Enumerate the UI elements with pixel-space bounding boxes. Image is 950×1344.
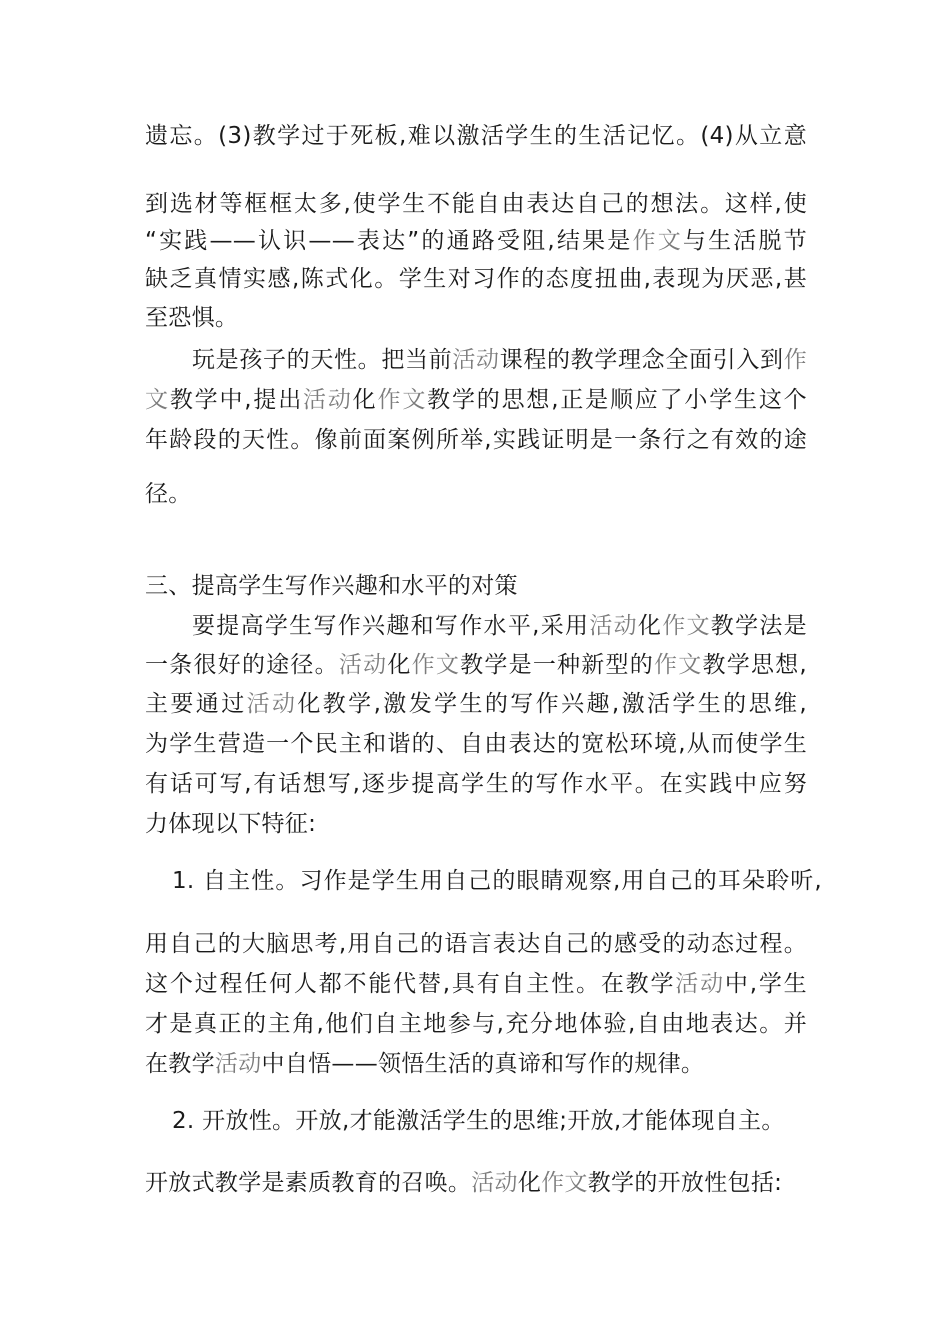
text-run: 教学是一种新型的 (460, 652, 654, 678)
text-line-21 (145, 1049, 704, 1079)
text-line-15 (145, 769, 807, 799)
text-run: 才是真正的主角,他们自主地参与,充分地体验,自由地表达。并 (145, 1011, 807, 1037)
text-line-14 (145, 729, 807, 759)
text-run: 化 (637, 613, 663, 639)
text-line-4 (145, 264, 807, 294)
text-run: 用自己的大脑思考,用自己的语言表达自己的感受的动态过程。 (145, 931, 807, 957)
highlighted-term: 活动 (452, 347, 500, 373)
text-run: 到选材等框框太多,使学生不能自由表达自己的想法。这样,使 (145, 191, 807, 217)
text-run: 2. 开放性。开放,才能激活学生的思维;开放,才能体现自主。 (172, 1108, 785, 1134)
text-line-23 (145, 1168, 782, 1198)
highlighted-term: 活动 (675, 971, 725, 997)
text-run: 化 (352, 387, 378, 413)
text-run: 三、提高学生写作兴趣和水平的对策 (145, 573, 518, 599)
text-run: 要提高学生写作兴趣和写作水平,采用 (192, 613, 590, 639)
text-run: 化教学,激发学生的写作兴趣,激活学生的思维, (297, 691, 807, 717)
text-run: 遗忘。(3)教学过于死板,难以激活学生的生活记忆。(4)从立意 (145, 123, 807, 149)
list-item-1 (172, 866, 822, 896)
text-run: 化 (517, 1170, 542, 1196)
text-run: 至恐惧。 (145, 305, 239, 331)
text-line-18 (145, 929, 807, 959)
text-line-9 (145, 479, 192, 509)
highlighted-term: 活动 (471, 1170, 518, 1196)
text-line-1 (145, 121, 807, 151)
text-run: 教学思想, (702, 652, 808, 678)
text-run: 教学的思想,正是顺应了小学生这个 (427, 387, 807, 413)
text-run: 开放式教学是素质教育的召唤。 (145, 1170, 472, 1196)
text-run: “实践——认识——表达”的通路受阻,结果是 (145, 228, 633, 254)
text-run: 为学生营造一个民主和谐的、自由表达的宽松环境,从而使学生 (145, 731, 807, 757)
text-run: 在教学 (145, 1051, 215, 1077)
highlighted-term: 作文 (632, 228, 683, 254)
text-run: 中,学生 (724, 971, 807, 997)
text-run: 化 (387, 652, 412, 678)
text-run: 玩是孩子的天性。把当前 (192, 347, 453, 373)
text-run: 缺乏真情实感,陈式化。学生对习作的态度扭曲,表现为厌恶,甚 (145, 266, 807, 292)
text-line-11 (192, 611, 807, 641)
text-line-2 (145, 189, 807, 219)
text-line-7 (145, 385, 807, 415)
text-line-12 (145, 650, 807, 680)
text-line-16 (145, 809, 316, 839)
highlighted-term: 作文 (541, 1170, 588, 1196)
highlighted-term: 活动 (589, 613, 638, 639)
text-line-6 (192, 345, 807, 375)
text-line-5 (145, 303, 238, 333)
text-run: 力体现以下特征: (145, 811, 317, 837)
text-run: 课程的教学理念全面引入到 (499, 347, 784, 373)
text-run: 1. 自主性。习作是学生用自己的眼睛观察,用自己的耳朵聆听, (172, 868, 822, 894)
text-run: 与生活脱节 (682, 228, 807, 254)
highlighted-term: 活动 (246, 691, 298, 717)
text-line-3 (145, 226, 807, 256)
text-run: 教学法是 (710, 613, 807, 639)
text-run: 这个过程任何人都不能代替,具有自主性。在教学 (145, 971, 676, 997)
highlighted-term: 文 (145, 387, 170, 413)
text-run: 教学中,提出 (169, 387, 304, 413)
text-run: 一条很好的途径。 (145, 652, 339, 678)
highlighted-term: 活动 (338, 652, 388, 678)
text-line-13 (145, 689, 807, 719)
highlighted-term: 活动 (214, 1051, 262, 1077)
text-run: 主要通过 (145, 691, 247, 717)
text-run: 教学的开放性包括: (587, 1170, 783, 1196)
highlighted-term: 作文 (411, 652, 461, 678)
highlighted-term: 作文 (377, 387, 428, 413)
text-line-20 (145, 1009, 807, 1039)
section-heading (145, 571, 518, 601)
text-line-8 (145, 425, 807, 455)
highlighted-term: 作文 (654, 652, 703, 678)
highlighted-term: 作文 (662, 613, 711, 639)
list-item-2 (172, 1106, 822, 1136)
highlighted-term: 活动 (303, 387, 353, 413)
text-run: 径。 (145, 481, 192, 507)
text-run: 有话可写,有话想写,逐步提高学生的写作水平。在实践中应努 (145, 771, 807, 797)
text-run: 中自悟——领悟生活的真谛和写作的规律。 (261, 1051, 705, 1077)
text-line-19 (145, 969, 807, 999)
text-run: 年龄段的天性。像前面案例所举,实践证明是一条行之有效的途 (145, 427, 807, 453)
highlighted-term: 作 (783, 347, 807, 373)
